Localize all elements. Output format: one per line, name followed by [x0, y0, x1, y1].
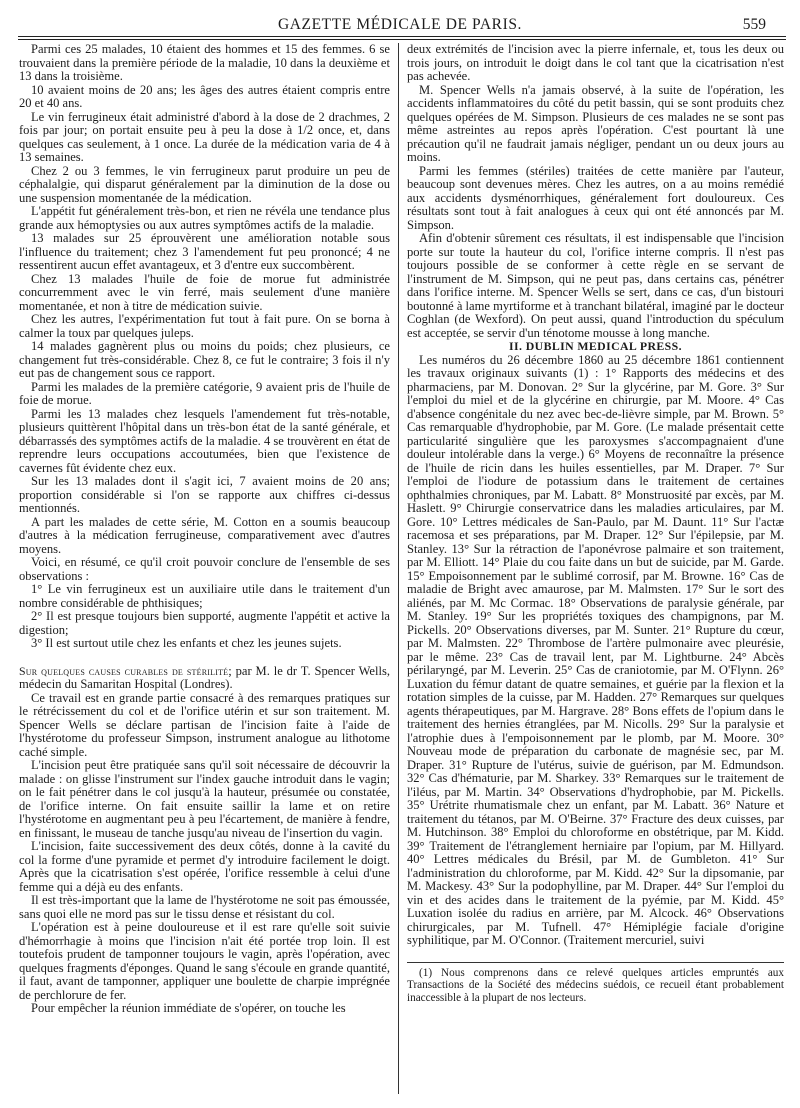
paragraph: A part les malades de cette série, M. Cotton en a soumis beaucoup d'autres à la médication ferrugineuse, comparativement avec d'autres moyens.	[19, 514, 390, 556]
article-body	[19, 692, 390, 1016]
article-paragraph: Ce travail est en grande partie consacré à des remarques pratiques sur le rétrécissement du col et de l'orifice utérin et sur son traitement. M. Spencer Wells se déclare partisan de l'incision faite à l'aide de l'hystérotome du professeur Simpson, instrument analogue au lithotome caché simple.	[19, 690, 390, 759]
paragraph: Parmi les 13 malades chez lesquels l'amendement fut très-notable, plusieurs quittèrent l'hôpital dans un très-bon état de la santé générale, et débarrassés des symptômes actifs de la maladie. 4 se trouvèrent en état de reprendre leurs occupations accoutumées, bien que l'existence de cavernes fût évidente chez eux.	[19, 406, 390, 475]
column-divider	[398, 43, 399, 1094]
paragraph: Parmi les malades de la première catégorie, 9 avaient pris de l'huile de foie de morue.	[19, 379, 390, 407]
paragraph: Parmi les femmes (stériles) traitées de cette manière par l'auteur, beaucoup sont devenues mères. Chez les autres, on a au moins remédié aux accidents dysménorrhiques, généralement fort douloureux. Ces résultats sont tout à fait analogues à ceux qui ont été annoncés par M. Simpson.	[407, 163, 784, 232]
article-heading-title: Sur quelques causes curables de stérilité	[19, 663, 229, 678]
article-paragraph: Pour empêcher la réunion immédiate de s'opérer, on touche les	[31, 1001, 346, 1015]
paragraph: 10 avaient moins de 20 ans; les âges des autres étaient compris entre 20 et 40 ans.	[19, 82, 390, 110]
left-column	[19, 43, 390, 1016]
dublin-paragraph: Les numéros du 26 décembre 1860 au 25 décembre 1861 contiennent les travaux originaux suivants (1) : 1° Rapports des médecins et des pharmaciens, par M. Donovan. 2° Sur la glycérine, par M. Gore. 3° Sur l'emploi du miel et de la glycérine en chirurgie, par M. Moore. 4° Cas d'absence congénitale du nez avec bec-de-lièvre simple, par M. Brown. 5° Cas remarquable d'hydrophobie, par M. Gore. (Le malade présentait cette particularité singulière que les paroxysmes s'accompagnaient d'une douleur intolérable dans la verge.) 6° Moyens de reconnaître la présence de l'huile de ricin dans les huiles essentielles, par M. Draper. 7° Sur l'emploi de l'iodure de potassium dans le traitement de certaines ophthalmies chroniques, par M. Labatt. 8° Monstruosité par excès, par M. Haslett. 9° Chirurgie conservatrice dans les maladies articulaires, par M. Gore. 10° Lettres médicales de San-Paulo, par M. Daunt. 11° Sur l'actæ racemosa et ses préparations, par M. Draper. 12° Sur l'épilepsie, par M. Stanley. 13° Sur la rétraction de l'aponévrose palmaire et son traitement, par M. Elliott. 14° Plaie du cou faite dans un but de suicide, par M. Garde. 15° Empoisonnement par le sublimé corrosif, par M. Browne. 16° Cas de maladie de Bright avec amaurose, par M. Malmsten. 17° Sur le sort des aliénés, par M. Mc Cormac. 18° Observations de paralysie générale, par M. Stanley. 19° Sur les propriétés toxiques des champignons, par M. Pickells. 20° Observations diverses, par M. Sunter. 21° Rupture du cœur, par M. Malmsten. 22° Thrombose de l'artère pulmonaire avec pleurésie, par le même. 23° Cas de travail lent, par M. Lightburne. 24° Abcès périlaryngé, par M. Leverin. 25° Cas de craniotomie, par M. O'Flynn. 26° Luxation du fémur datant de quatre semaines, et guérie par la flexion et la rotation simples de la cuisse, par M. Hadden. 27° Remarques sur quelques agents thérapeutiques, par M. Hargrave. 28° Bons effets de l'opium dans le traitement des hernies étranglées, par M. Nicolls. 29° Sur la paralysie et l'atrophie dues à l'empoisonnement par le plomb, par M. Moore. 30° Nouveau mode de préparation du carbonate de magnésie sec, par M. Draper. 31° Rupture de l'utérus, suivie de guérison, par M. Edmundson. 32° Cas d'hématurie, par M. Sharkey. 33° Remarques sur le traitement de l'iléus, par M. Martin. 34° Observations d'hydrophobie, par M. Pickells. 35° Urétrite rhumatismale chez un enfant, par M. Labatt. 36° Nature et traitement du tétanos, par M. O'Beirne. 37° Fracture des deux cuisses, par M. Hutchinson. 38° Emploi du chloroforme en obstétrique, par M. Kidd. 39° Traitement de l'étranglement herniaire par l'opium, par M. Hillyard. 40° Lettres médicales du Brésil, par M. de Gumbleton. 41° Sur l'administration du chloroforme, par M. Kidd. 42° Sur la dipsomanie, par M. Mackesy. 43° Sur la podophylline, par M. Draper. 44° Sur l'emploi du vin et des acides dans le traitement de la pyémie, par M. Kidd. 45° Luxation isolée du radius en arrière, par M. Alcock. 46° Observations chirurgicales, par M. Tufnell. 47° Hémiplégie faciale d'origine syphilitique, par M. O'Connor. (Traitement mercuriel, suivi	[407, 352, 784, 947]
footnote-rule	[407, 962, 784, 963]
paragraph: Chez 2 ou 3 femmes, le vin ferrugineux parut produire un peu de céphalalgie, qui disparut généralement par la diminution de la dose ou une suspension momentanée de la médication.	[19, 163, 390, 205]
paragraph: 2° Il est presque toujours bien supporté, augmente l'appétit et active la digestion;	[19, 609, 390, 637]
paragraph: Chez les autres, l'expérimentation fut tout à fait pure. On se borna à calmer la toux par quelques juleps.	[19, 312, 390, 340]
page-header	[0, 14, 800, 38]
header-rule-thin	[18, 39, 786, 40]
header-rule	[18, 36, 786, 37]
paragraph: 13 malades sur 25 éprouvèrent une amélioration notable sous l'influence du traitement; chez 3 l'amendement fut peu prononcé; 4 ne ressentirent aucun effet avantageux, et 3 d'entre eux succombèrent.	[19, 231, 390, 272]
article-paragraph: L'incision, faite successivement des deux côtés, donne à la cavité du col la forme d'une pyramide et permet d'y introduire facilement le doigt. Après que la cicatrisation s'est opérée, l'orifice ressemble à celui d'une femme qui a déjà eu des enfants.	[19, 839, 390, 894]
page-number: 559	[742, 16, 766, 33]
paragraph: Le vin ferrugineux était administré d'abord à la dose de 2 drachmes, 2 fois par jour; on portait ensuite peu à peu la dose à 1/2 once, et, dans quelques cas seulement, à 1 once. La durée de la médication varia de 4 à 13 semaines.	[19, 109, 390, 164]
article-paragraph: L'incision peut être pratiquée sans qu'il soit nécessaire de découvrir la malade : on glisse l'instrument sur l'index gauche introduit dans le vagin; on le fait pénétrer dans le col jusqu'à la hauteur, présumée ou constatée, de l'orifice interne. On fait ensuite saillir la lame et on retire l'hystérotome en augmentant peu à peu l'écartement, de manière à fendre, en finissant, le museau de tanche jusqu'au niveau de l'insertion du vagin.	[19, 758, 390, 840]
paragraph: Parmi ces 25 malades, 10 étaient des hommes et 15 des femmes. 6 se trouvaient dans la première période de la maladie, 10 dans la deuxième et 13 dans la troisième.	[19, 42, 390, 83]
section-title: II. DUBLIN MEDICAL PRESS.	[509, 339, 682, 353]
right-column	[407, 43, 784, 1004]
paragraph: L'appétit fut généralement très-bon, et rien ne révéla une tendance plus grande aux hémoptysies ou aux autres symptômes actifs de la maladie.	[19, 204, 390, 232]
journal-title: GAZETTE MÉDICALE DE PARIS.	[277, 16, 523, 33]
article-heading-byline: ; par M. le dr T. Spencer Wells, médecin du Samaritan Hospital (Londres).	[19, 663, 390, 691]
paragraph: Sur les 13 malades dont il s'agit ici, 7 avaient moins de 20 ans; proportion considérable si l'on se rapporte aux chiffres ci-dessus mentionnés.	[19, 474, 390, 515]
paragraph: 1° Le vin ferrugineux est un auxiliaire utile dans le traitement d'un nombre considérable de phthisiques;	[19, 582, 390, 610]
paragraph: Voici, en résumé, ce qu'il croit pouvoir conclure de l'ensemble de ses observations :	[19, 555, 390, 583]
article-heading	[19, 665, 390, 692]
paragraph: deux extrémités de l'incision avec la pierre infernale, et, tous les deux ou trois jours, on introduit le doigt dans le col tant que la cicatrisation n'est pas achevée.	[407, 42, 784, 83]
paragraph: Afin d'obtenir sûrement ces résultats, il est indispensable que l'incision porte sur toute la hauteur du col, l'orifice interne compris. Il n'est pas toujours possible de se conformer à cette règle en se servant de l'instrument de M. Simpson, qui ne peut pas, dans certains cas, pénétrer dans l'orifice interne. M. Spencer Wells se sert, dans ce cas, d'un bistouri boutonné à lame myrtiforme et à tranchant bilatéral, imaginé par le docteur Coghlan (de Wexford). On peut aussi, quand l'introduction du spéculum est acceptée, se servir d'un ténotome mousse à long manche.	[407, 231, 784, 340]
paragraph: 14 malades gagnèrent plus ou moins du poids; chez plusieurs, ce changement fut très-considérable. Chez 8, ce fut le contraire; 3 fois il n'y eut pas de changement sous ce rapport.	[19, 339, 390, 380]
right-paragraphs	[407, 43, 784, 340]
paragraph: 3° Il est surtout utile chez les enfants et chez les jeunes sujets.	[31, 636, 342, 650]
article-paragraph: Il est très-important que la lame de l'hystérotome ne soit pas émoussée, sans quoi elle ne mord pas sur le tissu dense et résistant du col.	[19, 893, 390, 921]
left-paragraphs	[19, 43, 390, 651]
article-paragraph: L'opération est à peine douloureuse et il est rare qu'elle soit suivie d'hémorrhagie à moins que l'incision n'ait été portée trop loin. Il est toutefois prudent de tamponner toujours le vagin, après l'opération, avec quelques fragments d'éponges. Quand le sang s'écoule en grande quantité, il faut, avant de tamponner, appliquer une boulette de charpie imprégnée de perchlorure de fer.	[19, 920, 390, 1002]
footnote: (1) Nous comprenons dans ce relevé quelques articles empruntés aux Transactions de la Société des médecins suédois, ce recueil étant probablement inaccessible à la plupart de nos lecteurs.	[407, 966, 784, 1004]
paragraph: Chez 13 malades l'huile de foie de morue fut administrée concurremment avec le vin ferré, mais seulement d'une manière momentanée, et non à titre de médication suivie.	[19, 271, 390, 313]
paragraph: M. Spencer Wells n'a jamais observé, à la suite de l'opération, les accidents inflammatoires du côté du petit bassin, qui se sont produits chez quelques opérées de M. Simpson. Plusieurs de ces malades ne se sont pas même astreintes au repos après l'opération. C'est pourtant là une précaution qu'il ne faudrait jamais négliger, pendant un ou deux jours au moins.	[407, 82, 784, 164]
